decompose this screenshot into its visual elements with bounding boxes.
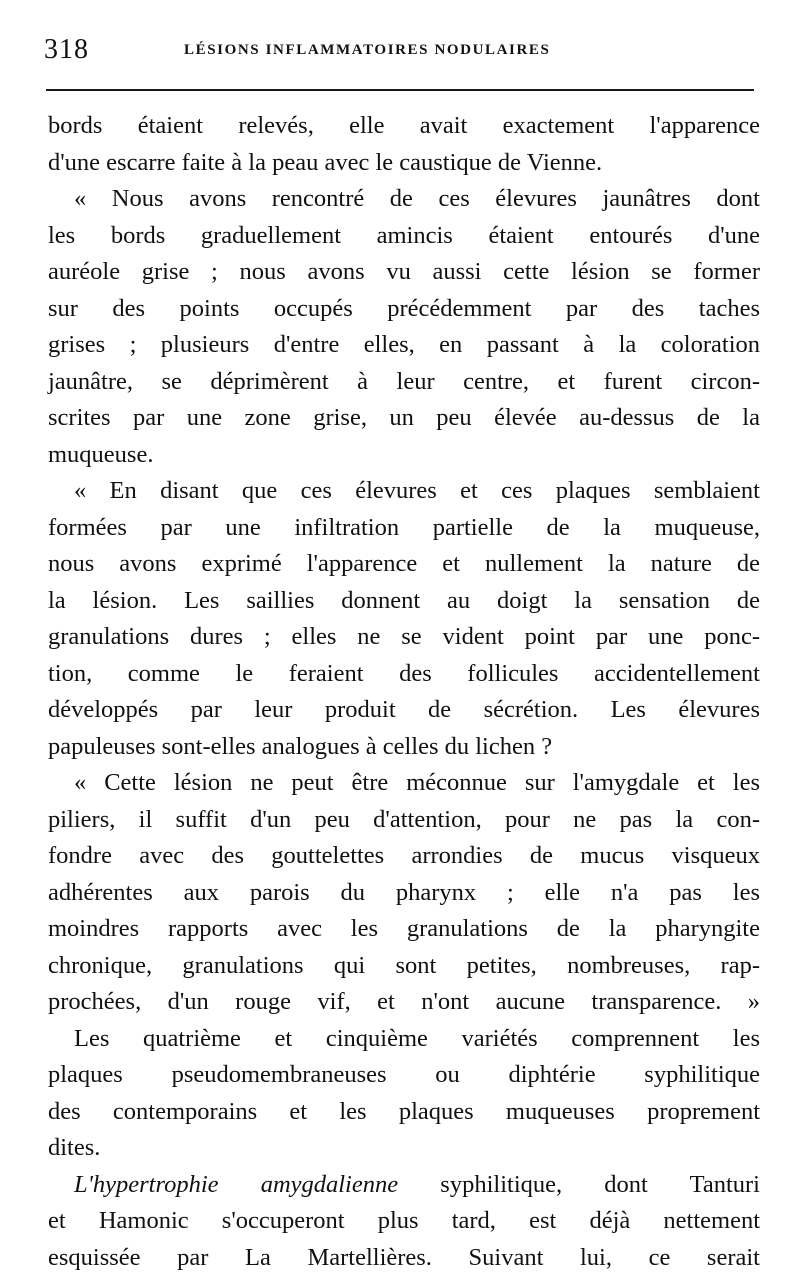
text-line: formées par une infiltration partielle de la muqueuse, [48,510,760,547]
text-line: muqueuse. [48,437,760,474]
italic-term: L'hypertrophie amygdalienne [74,1171,398,1198]
header-rule [46,89,754,91]
text-line: « Cette lésion ne peut être méconnue sur l'amygdale et les [48,765,760,802]
text-line: sur des points occupés précédemment par des taches [48,291,760,328]
text-line: « En disant que ces élevures et ces plaques semblaient [48,473,760,510]
text-line: granulations dures ; elles ne se vident point par une ponc- [48,619,760,656]
text-line [48,1167,760,1204]
text-line: d'une escarre faite à la peau avec le caustique de Vienne. [48,145,760,182]
text-line: prochées, d'un rouge vif, et n'ont aucune transparence. » [48,984,760,1021]
text-line: plaques pseudomembraneuses ou diphtérie syphilitique [48,1057,760,1094]
page-header [44,30,764,70]
text-line: adhérentes aux parois du pharynx ; elle n'a pas les [48,875,760,912]
text-line: fondre avec des gouttelettes arrondies de mucus visqueux [48,838,760,875]
text-line: grises ; plusieurs d'entre elles, en passant à la coloration [48,327,760,364]
text-line: esquissée par La Martellières. Suivant lui, ce serait [48,1240,760,1276]
running-title: LÉSIONS INFLAMMATOIRES NODULAIRES [184,42,550,59]
text-line: piliers, il suffit d'un peu d'attention, pour ne pas la con- [48,802,760,839]
text-line: « Nous avons rencontré de ces élevures jaunâtres dont [48,181,760,218]
text-line: dites. [48,1130,760,1167]
text-line: la lésion. Les saillies donnent au doigt la sensation de [48,583,760,620]
text-line: les bords graduellement amincis étaient entourés d'une [48,218,760,255]
page-number: 318 [44,34,89,66]
text-line: tion, comme le feraient des follicules accidentellement [48,656,760,693]
text-line: et Hamonic s'occuperont plus tard, est déjà nettement [48,1203,760,1240]
body-text [48,108,760,1276]
text-line: des contemporains et les plaques muqueuses proprement [48,1094,760,1131]
text-line: papuleuses sont-elles analogues à celles du lichen ? [48,729,760,766]
text-line: développés par leur produit de sécrétion. Les élevures [48,692,760,729]
text-line: scrites par une zone grise, un peu élevée au-dessus de la [48,400,760,437]
text-line: jaunâtre, se déprimèrent à leur centre, et furent circon- [48,364,760,401]
text-line: nous avons exprimé l'apparence et nullement la nature de [48,546,760,583]
text-line: Les quatrième et cinquième variétés comprennent les [48,1021,760,1058]
text-line-rest: syphilitique, dont Tanturi [398,1171,760,1198]
text-line: chronique, granulations qui sont petites, nombreuses, rap- [48,948,760,985]
text-line: auréole grise ; nous avons vu aussi cette lésion se former [48,254,760,291]
text-line: bords étaient relevés, elle avait exactement l'apparence [48,108,760,145]
text-line: moindres rapports avec les granulations de la pharyngite [48,911,760,948]
